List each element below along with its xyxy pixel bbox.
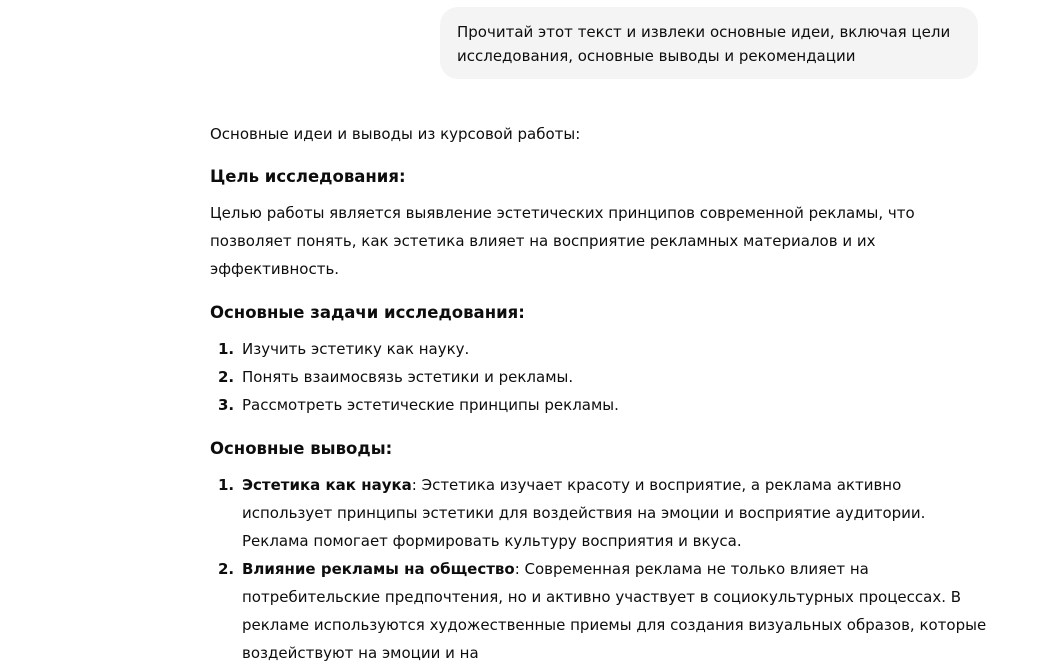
finding-text: : Эстетика изучает красоту и восприятие, а реклама активно использует принципы эстетики для воздействия на эмоции и восприятие аудитории. Реклама помогает формировать культуру восприятия и вкуса.	[242, 476, 926, 550]
goal-text: Целью работы является выявление эстетических принципов современной рекламы, что позволяет понять, как эстетика влияет на восприятие рекламных материалов и их эффективность.	[210, 204, 915, 278]
finding-text: : Современная реклама не только влияет на потребительские предпочтения, но и активно участвует в социокультурных процессах. В рекламе используются художественные приемы для создания визуальных образов, которые воздействуют на эмоции и на	[242, 560, 987, 662]
findings-heading: Основные выводы:	[210, 439, 393, 458]
findings-list	[210, 471, 990, 667]
finding-lead: Влияние рекламы на общество	[242, 560, 515, 578]
user-message-bubble	[440, 7, 978, 79]
list-item	[210, 555, 990, 667]
list-item	[210, 391, 990, 419]
list-number: 2.	[218, 560, 235, 578]
list-item	[210, 335, 990, 363]
list-item-text: Изучить эстетику как науку.	[242, 340, 470, 358]
list-number: 1.	[218, 340, 235, 358]
finding-lead: Эстетика как наука	[242, 476, 412, 494]
goal-heading: Цель исследования:	[210, 167, 406, 186]
list-number: 1.	[218, 476, 235, 494]
list-number: 2.	[218, 368, 235, 386]
tasks-list	[210, 335, 990, 419]
tasks-heading: Основные задачи исследования:	[210, 303, 525, 322]
response-intro: Основные идеи и выводы из курсовой работы:	[210, 125, 581, 143]
user-message-text: Прочитай этот текст и извлеки основные идеи, включая цели исследования, основные выводы и рекомендации	[457, 23, 951, 65]
list-item-text: Рассмотреть эстетические принципы рекламы.	[242, 396, 619, 414]
assistant-response	[210, 120, 990, 667]
list-number: 3.	[218, 396, 235, 414]
list-item	[210, 363, 990, 391]
list-item-text: Понять взаимосвязь эстетики и рекламы.	[242, 368, 574, 386]
list-item	[210, 471, 990, 555]
